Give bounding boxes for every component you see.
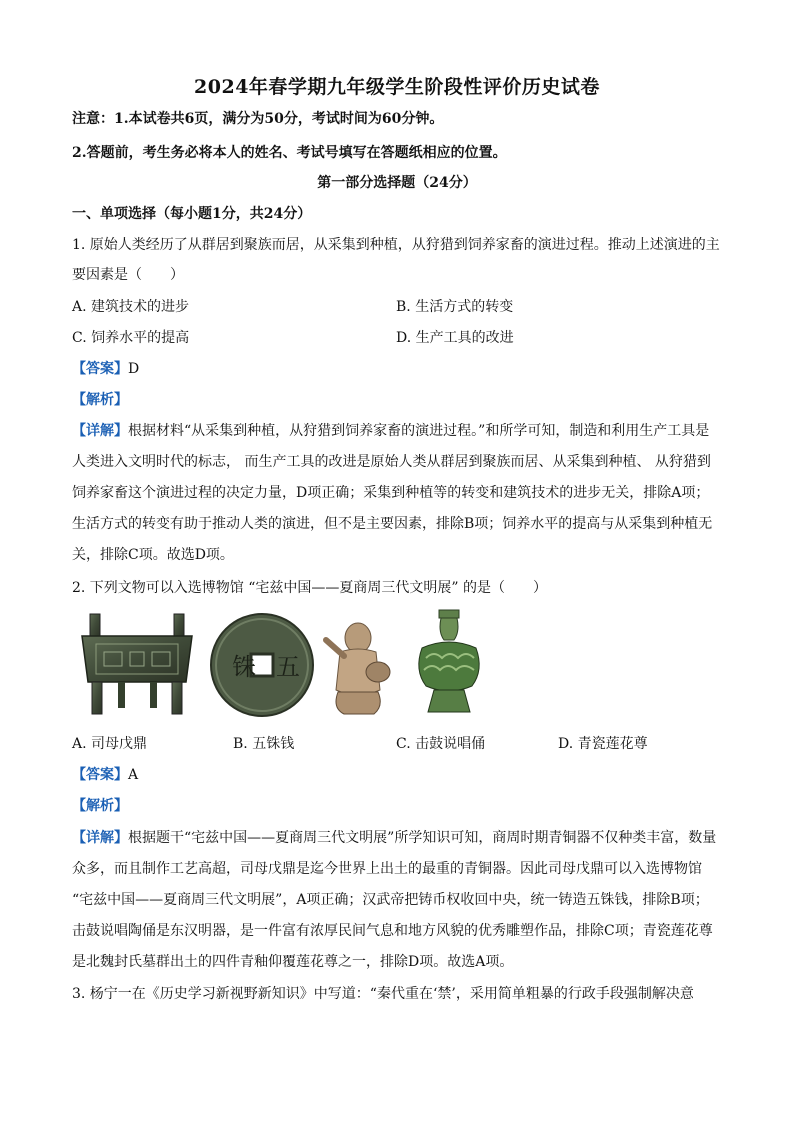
simuwu-ding-image <box>78 612 196 718</box>
q2-detail-line4: 击鼓说唱陶俑是东汉明器，是一件富有浓厚民间气息和地方风貌的优秀雕塑作品，排除C项；青瓷莲花尊 <box>72 923 713 939</box>
q1-stem-line2: 要因素是（ ） <box>72 267 184 283</box>
q1-answer: D <box>128 361 140 377</box>
answer-label: 【答案】 <box>72 361 128 377</box>
q1-analysis-label: 【解析】 <box>72 392 128 408</box>
q2-answer: A <box>128 767 139 783</box>
q1-option-a: A. 建筑技术的进步 <box>72 299 190 315</box>
q2-detail-line2: 众多，而且制作工艺高超，司母戊鼎是迄今世界上出土的最重的青铜器。因此司母戊鼎可以入选博物馆 <box>72 861 702 877</box>
q2-detail-line5: 是北魏封氏墓群出土的四件青釉仰覆莲花尊之一，排除D项。故选A项。 <box>72 954 514 970</box>
q1-detail-line2: 人类进入文明时代的标志， 而生产工具的改进是原始人类从群居到聚族而居、从采集到种植、 从狩猎到 <box>72 454 711 470</box>
note-line-2: 2.答题前，考生务必将本人的姓名、考试号填写在答题纸相应的位置。 <box>72 145 507 161</box>
q1-detail-line1 <box>72 420 709 440</box>
q2-option-a: A. 司母戊鼎 <box>72 736 148 752</box>
q2-detail-line1 <box>72 827 716 847</box>
part-heading: 第一部分选择题（24分） <box>317 175 477 191</box>
q2-answer-row <box>72 764 138 784</box>
celadon-lotus-zun-image <box>408 608 490 718</box>
drummer-figurine-image <box>318 610 398 718</box>
q1-detail-line3: 饲养家畜这个演进过程的决定力量，D项正确；采集到种植等的转变和建筑技术的进步无关，排除A项； <box>72 485 710 501</box>
detail-label: 【详解】 <box>72 830 128 846</box>
detail-label: 【详解】 <box>72 423 128 439</box>
coin-char-right: 五 <box>276 653 300 681</box>
q1-option-b: B. 生活方式的转变 <box>396 299 514 315</box>
q1-detail-line4: 生活方式的转变有助于推动人类的演进，但不是主要因素，排除B项；饲养水平的提高与从采集到种植无 <box>72 516 713 532</box>
q2-stem: 2. 下列文物可以入选博物馆 “宅兹中国——夏商周三代文明展” 的是（ ） <box>72 580 548 596</box>
q1-option-c: C. 饲养水平的提高 <box>72 330 190 346</box>
q1-answer-row <box>72 358 139 378</box>
q1-option-d: D. 生产工具的改进 <box>396 330 514 346</box>
section-heading: 一、单项选择（每小题1分，共24分） <box>72 206 312 222</box>
q2-option-c: C. 击鼓说唱俑 <box>396 736 486 752</box>
wuzhu-coin-image <box>206 612 318 718</box>
q1-detail-text-1: 根据材料“从采集到种植，从狩猎到饲养家畜的演进过程。”和所学可知，制造和利用生产工具是 <box>128 423 710 439</box>
q2-option-b: B. 五铢钱 <box>233 736 295 752</box>
q1-stem-line1: 1. 原始人类经历了从群居到聚族而居，从采集到种植，从狩猎到饲养家畜的演进过程。推动上述演进的主 <box>72 237 720 253</box>
answer-label: 【答案】 <box>72 767 128 783</box>
q1-detail-line5: 关，排除C项。故选D项。 <box>72 547 234 563</box>
q2-analysis-label: 【解析】 <box>72 798 128 814</box>
q2-detail-text-1: 根据题干“宅兹中国——夏商周三代文明展”所学知识可知，商周时期青铜器不仅种类丰富，数量 <box>128 830 717 846</box>
page-title: 2024年春学期九年级学生阶段性评价历史试卷 <box>194 76 600 98</box>
q2-option-d: D. 青瓷莲花尊 <box>558 736 648 752</box>
q2-detail-line3: “宅兹中国——夏商周三代文明展”，A项正确；汉武帝把铸币权收回中央，统一铸造五铢钱，排除B项； <box>72 892 709 908</box>
note-line-1: 注意：1.本试卷共6页，满分为50分，考试时间为60分钟。 <box>72 111 444 127</box>
coin-char-left: 铢 <box>232 653 256 681</box>
q3-stem: 3. 杨宁一在《历史学习新视野新知识》中写道：“秦代重在‘禁’，采用简单粗暴的行政手段强制解决意 <box>72 986 694 1002</box>
